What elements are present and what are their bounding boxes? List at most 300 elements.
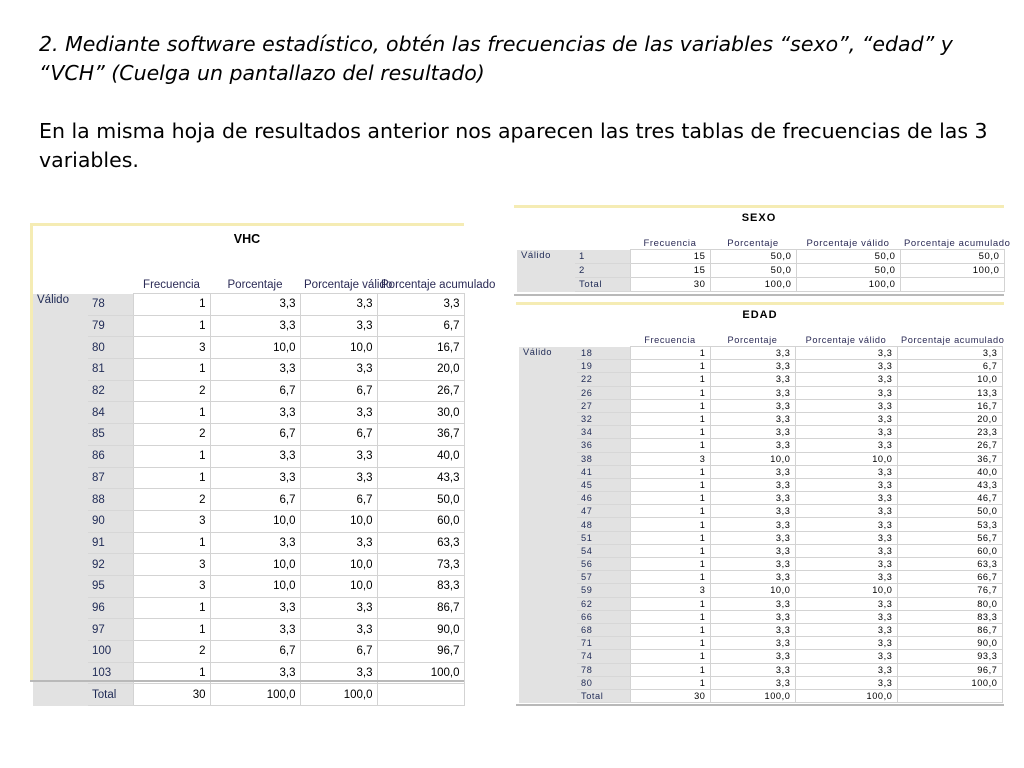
percent-cell: 6,7	[210, 641, 300, 663]
frequency-cell: 1	[630, 478, 710, 491]
cumulative-percent-cell: 93,3	[897, 650, 1002, 663]
cumulative-percent-cell: 40,0	[377, 445, 464, 467]
percent-cell: 10,0	[710, 584, 795, 597]
category-value: 26	[577, 386, 630, 399]
frequency-cell: 1	[630, 676, 710, 689]
percent-cell: 10,0	[710, 452, 795, 465]
valid-percent-cell: 10,0	[300, 554, 377, 576]
percent-cell: 3,3	[710, 518, 795, 531]
percent-cell: 100,0	[210, 684, 300, 706]
table-row	[33, 380, 464, 402]
cumulative-percent-cell: 100,0	[900, 264, 1004, 278]
percent-cell: 3,3	[710, 597, 795, 610]
valid-percent-cell: 3,3	[300, 359, 377, 381]
sexo-body	[517, 229, 1011, 292]
cumulative-percent-cell: 40,0	[897, 465, 1002, 478]
percent-cell: 3,3	[710, 650, 795, 663]
percent-cell: 3,3	[710, 610, 795, 623]
table-row	[519, 465, 1002, 478]
category-value: 22	[577, 373, 630, 386]
cumulative-percent-cell: 53,3	[897, 518, 1002, 531]
frequency-cell: 1	[630, 637, 710, 650]
valid-percent-cell: 3,3	[795, 426, 897, 439]
table-row	[519, 439, 1002, 452]
table-row	[519, 452, 1002, 465]
category-value: 71	[577, 637, 630, 650]
table-row	[33, 510, 464, 532]
category-value: 41	[577, 465, 630, 478]
category-value: 80	[88, 337, 133, 359]
percent-cell: 100,0	[710, 278, 796, 292]
valid-percent-cell: 6,7	[300, 380, 377, 402]
valid-percent-cell: 3,3	[795, 571, 897, 584]
category-value: 87	[88, 467, 133, 489]
category-value: 68	[577, 623, 630, 636]
cumulative-percent-cell: 73,3	[377, 554, 464, 576]
category-value: 82	[88, 380, 133, 402]
valid-percent-cell: 10,0	[795, 584, 897, 597]
table-row	[519, 558, 1002, 571]
valid-percent-cell: 100,0	[300, 684, 377, 706]
valid-percent-cell: 3,3	[795, 478, 897, 491]
table-row	[33, 424, 464, 446]
percent-cell: 3,3	[210, 619, 300, 641]
percent-cell: 3,3	[710, 426, 795, 439]
percent-cell: 3,3	[710, 544, 795, 557]
table-row	[519, 412, 1002, 425]
category-value: 1	[575, 250, 630, 264]
column-header-pct: Porcentaje	[727, 238, 779, 250]
cumulative-percent-cell: 80,0	[897, 597, 1002, 610]
table-row	[519, 373, 1002, 386]
category-value: 78	[88, 294, 133, 316]
category-value: 74	[577, 650, 630, 663]
column-header-freq: Frecuencia	[643, 238, 697, 250]
percent-cell: 10,0	[210, 575, 300, 597]
cumulative-percent-cell: 90,0	[377, 619, 464, 641]
cumulative-percent-cell: 26,7	[377, 380, 464, 402]
frequency-cell: 3	[133, 575, 210, 597]
category-value: 27	[577, 399, 630, 412]
frequency-cell: 15	[630, 250, 710, 264]
percent-cell: 6,7	[210, 380, 300, 402]
category-value: 51	[577, 531, 630, 544]
table-row	[33, 337, 464, 359]
sexo-frequency-table	[514, 205, 1011, 296]
cumulative-percent-cell: 46,7	[897, 492, 1002, 505]
slide-text	[39, 30, 999, 175]
cumulative-percent-cell: 90,0	[897, 637, 1002, 650]
column-header-valid: Porcentaje válido	[806, 238, 890, 250]
table-row	[519, 663, 1002, 676]
valid-percent-cell: 3,3	[300, 662, 377, 684]
frequency-cell: 3	[133, 554, 210, 576]
table-edge	[516, 302, 1004, 305]
category-value: 47	[577, 505, 630, 518]
table-row	[33, 641, 464, 663]
frequency-cell: 2	[133, 641, 210, 663]
valid-label: Válido	[517, 250, 575, 292]
frequency-cell: 1	[630, 650, 710, 663]
table-row	[519, 426, 1002, 439]
table-row	[33, 489, 464, 511]
valid-label: Válido	[33, 294, 88, 706]
header-blank	[575, 229, 630, 250]
percent-cell: 3,3	[710, 663, 795, 676]
table-row	[519, 610, 1002, 623]
category-value: 34	[577, 426, 630, 439]
frequency-cell: 1	[133, 315, 210, 337]
percent-cell: 3,3	[210, 359, 300, 381]
frequency-cell: 1	[630, 360, 710, 373]
cumulative-percent-cell: 30,0	[377, 402, 464, 424]
frequency-cell: 1	[133, 467, 210, 489]
cumulative-percent-cell: 26,7	[897, 439, 1002, 452]
table-edge	[514, 294, 1004, 296]
percent-cell: 10,0	[210, 554, 300, 576]
frequency-cell: 1	[630, 465, 710, 478]
percent-cell: 3,3	[710, 373, 795, 386]
table-row	[519, 571, 1002, 584]
category-value: 56	[577, 558, 630, 571]
table-row	[519, 505, 1002, 518]
table-row	[33, 402, 464, 424]
percent-cell: 3,3	[710, 412, 795, 425]
category-value: 100	[88, 641, 133, 663]
cumulative-percent-cell	[897, 689, 1002, 702]
paragraph-gap	[39, 88, 999, 117]
valid-percent-cell: 3,3	[300, 402, 377, 424]
valid-percent-cell: 50,0	[796, 264, 900, 278]
frequency-cell: 1	[630, 558, 710, 571]
vhc-frequency-table	[30, 223, 496, 701]
frequency-cell: 1	[630, 571, 710, 584]
cumulative-percent-cell: 50,0	[900, 250, 1004, 264]
column-header-freq: Frecuencia	[644, 335, 696, 346]
cumulative-percent-cell: 10,0	[897, 373, 1002, 386]
column-header-pct: Porcentaje	[727, 335, 778, 346]
header-blank	[88, 255, 133, 294]
valid-percent-cell: 3,3	[300, 619, 377, 641]
frequency-cell: 1	[133, 445, 210, 467]
table-row	[33, 619, 464, 641]
frequency-cell: 1	[133, 619, 210, 641]
valid-percent-cell: 3,3	[795, 610, 897, 623]
cumulative-percent-cell: 60,0	[377, 510, 464, 532]
cumulative-percent-cell: 96,7	[897, 663, 1002, 676]
table-edge	[30, 223, 464, 226]
table-row	[519, 360, 1002, 373]
table-row	[517, 250, 1004, 264]
table-row	[33, 597, 464, 619]
category-value: 46	[577, 492, 630, 505]
frequency-cell: 1	[630, 412, 710, 425]
cumulative-percent-cell: 86,7	[377, 597, 464, 619]
percent-cell: 10,0	[210, 510, 300, 532]
question-text: 2. Mediante software estadístico, obtén las frecuencias de las variables “sexo”, “edad” y “VCH” (Cuelga un pantallazo del resultado)	[39, 32, 953, 85]
percent-cell: 3,3	[210, 467, 300, 489]
valid-percent-cell: 6,7	[300, 489, 377, 511]
frequency-cell: 1	[630, 505, 710, 518]
vhc-body	[33, 255, 496, 706]
table-row	[519, 637, 1002, 650]
table-row	[519, 544, 1002, 557]
total-label: Total	[575, 278, 630, 292]
cumulative-percent-cell: 63,3	[897, 558, 1002, 571]
frequency-cell: 1	[630, 426, 710, 439]
frequency-cell: 1	[133, 402, 210, 424]
cumulative-percent-cell	[377, 684, 464, 706]
cumulative-percent-cell: 36,7	[897, 452, 1002, 465]
table-row	[33, 359, 464, 381]
cumulative-percent-cell: 36,7	[377, 424, 464, 446]
cumulative-percent-cell: 83,3	[897, 610, 1002, 623]
table-row	[519, 399, 1002, 412]
valid-percent-cell: 3,3	[795, 676, 897, 689]
percent-cell: 3,3	[710, 637, 795, 650]
frequency-cell: 1	[133, 597, 210, 619]
frequency-cell: 3	[133, 510, 210, 532]
percent-cell: 3,3	[210, 532, 300, 554]
column-header-cum: Porcentaje acumulado	[381, 278, 496, 291]
column-header-cum: Porcentaje acumulado	[901, 335, 1005, 346]
percent-cell: 3,3	[710, 399, 795, 412]
frequency-cell: 1	[630, 347, 710, 360]
cumulative-percent-cell: 43,3	[897, 478, 1002, 491]
column-header-valid: Porcentaje válido	[304, 278, 393, 291]
valid-percent-cell: 6,7	[300, 641, 377, 663]
category-value: 32	[577, 412, 630, 425]
percent-cell: 3,3	[210, 402, 300, 424]
frequency-cell: 3	[133, 337, 210, 359]
table-row	[33, 532, 464, 554]
cumulative-percent-cell: 23,3	[897, 426, 1002, 439]
percent-cell: 100,0	[710, 689, 795, 702]
percent-cell: 3,3	[210, 294, 300, 316]
percent-cell: 3,3	[710, 386, 795, 399]
percent-cell: 3,3	[710, 465, 795, 478]
percent-cell: 3,3	[210, 662, 300, 684]
category-value: 45	[577, 478, 630, 491]
cumulative-percent-cell: 66,7	[897, 571, 1002, 584]
frequency-cell: 2	[133, 380, 210, 402]
frequency-cell: 3	[630, 452, 710, 465]
table-row	[519, 492, 1002, 505]
table-row	[519, 531, 1002, 544]
vhc-table	[33, 255, 496, 706]
valid-percent-cell: 10,0	[300, 337, 377, 359]
column-header-pct: Porcentaje	[227, 278, 283, 291]
frequency-cell: 2	[133, 489, 210, 511]
valid-label: Válido	[519, 347, 577, 703]
category-value: 81	[88, 359, 133, 381]
cumulative-percent-cell: 3,3	[897, 347, 1002, 360]
category-value: 95	[88, 575, 133, 597]
valid-percent-cell: 3,3	[795, 412, 897, 425]
category-value: 84	[88, 402, 133, 424]
header-row	[33, 255, 464, 294]
table-row	[519, 584, 1002, 597]
table-edge	[30, 680, 464, 682]
cumulative-percent-cell: 56,7	[897, 531, 1002, 544]
table-edge	[514, 205, 1004, 208]
column-header-cum: Porcentaje acumulado	[904, 238, 1011, 250]
frequency-cell: 1	[630, 544, 710, 557]
valid-percent-cell: 3,3	[300, 294, 377, 316]
table-row	[519, 518, 1002, 531]
category-value: 80	[577, 676, 630, 689]
table-row	[519, 386, 1002, 399]
valid-percent-cell: 3,3	[795, 373, 897, 386]
cumulative-percent-cell: 16,7	[897, 399, 1002, 412]
percent-cell: 3,3	[710, 347, 795, 360]
category-value: 85	[88, 424, 133, 446]
valid-percent-cell: 3,3	[795, 439, 897, 452]
valid-percent-cell: 10,0	[795, 452, 897, 465]
category-value: 57	[577, 571, 630, 584]
valid-percent-cell: 3,3	[795, 623, 897, 636]
percent-cell: 50,0	[710, 264, 796, 278]
cumulative-percent-cell: 96,7	[377, 641, 464, 663]
cumulative-percent-cell: 50,0	[377, 489, 464, 511]
header-row	[519, 324, 1002, 347]
edad-title: EDAD	[742, 309, 778, 321]
percent-cell: 3,3	[710, 676, 795, 689]
frequency-cell: 1	[630, 399, 710, 412]
table-row	[33, 445, 464, 467]
valid-percent-cell: 3,3	[300, 532, 377, 554]
valid-percent-cell: 10,0	[300, 575, 377, 597]
table-row	[517, 264, 1004, 278]
valid-percent-cell: 3,3	[300, 445, 377, 467]
frequency-cell: 30	[630, 689, 710, 702]
cumulative-percent-cell: 63,3	[377, 532, 464, 554]
cumulative-percent-cell: 3,3	[377, 294, 464, 316]
category-value: 66	[577, 610, 630, 623]
frequency-cell: 1	[630, 663, 710, 676]
vhc-title: VHC	[233, 232, 261, 246]
valid-percent-cell: 3,3	[300, 315, 377, 337]
category-value: 36	[577, 439, 630, 452]
percent-cell: 3,3	[710, 439, 795, 452]
category-value: 54	[577, 544, 630, 557]
category-value: 2	[575, 264, 630, 278]
valid-percent-cell: 3,3	[795, 505, 897, 518]
percent-cell: 6,7	[210, 424, 300, 446]
table-row	[33, 294, 464, 316]
cumulative-percent-cell: 86,7	[897, 623, 1002, 636]
column-header-valid: Porcentaje válido	[805, 335, 887, 346]
valid-percent-cell: 3,3	[795, 386, 897, 399]
percent-cell: 3,3	[710, 571, 795, 584]
valid-percent-cell: 3,3	[795, 637, 897, 650]
percent-cell: 3,3	[710, 531, 795, 544]
valid-percent-cell: 3,3	[795, 544, 897, 557]
frequency-cell: 1	[133, 294, 210, 316]
cumulative-percent-cell: 13,3	[897, 386, 1002, 399]
table-row	[33, 467, 464, 489]
category-value: 91	[88, 532, 133, 554]
frequency-cell: 1	[630, 597, 710, 610]
percent-cell: 3,3	[710, 505, 795, 518]
header-blank	[577, 324, 630, 347]
edad-table	[519, 324, 1003, 703]
valid-percent-cell: 3,3	[795, 663, 897, 676]
percent-cell: 3,3	[710, 558, 795, 571]
valid-percent-cell: 10,0	[300, 510, 377, 532]
frequency-cell: 1	[133, 359, 210, 381]
table-row	[519, 347, 1002, 360]
percent-cell: 3,3	[210, 315, 300, 337]
header-row	[517, 229, 1004, 250]
category-value: 48	[577, 518, 630, 531]
percent-cell: 3,3	[210, 597, 300, 619]
percent-cell: 3,3	[710, 492, 795, 505]
valid-percent-cell: 3,3	[795, 347, 897, 360]
cumulative-percent-cell: 100,0	[897, 676, 1002, 689]
valid-percent-cell: 3,3	[300, 597, 377, 619]
cumulative-percent-cell: 83,3	[377, 575, 464, 597]
percent-cell: 3,3	[710, 623, 795, 636]
cumulative-percent-cell: 6,7	[897, 360, 1002, 373]
category-value: 19	[577, 360, 630, 373]
cumulative-percent-cell: 16,7	[377, 337, 464, 359]
cumulative-percent-cell: 60,0	[897, 544, 1002, 557]
header-blank	[33, 255, 88, 294]
frequency-cell: 1	[630, 518, 710, 531]
category-value: 90	[88, 510, 133, 532]
cumulative-percent-cell: 43,3	[377, 467, 464, 489]
table-row	[33, 315, 464, 337]
valid-percent-cell: 3,3	[795, 650, 897, 663]
valid-percent-cell: 6,7	[300, 424, 377, 446]
frequency-cell: 1	[630, 373, 710, 386]
percent-cell: 3,3	[710, 478, 795, 491]
category-value: 38	[577, 452, 630, 465]
table-row	[519, 623, 1002, 636]
edad-body	[519, 324, 1005, 703]
edad-frequency-table	[516, 302, 1004, 706]
table-row	[33, 575, 464, 597]
percent-cell: 10,0	[210, 337, 300, 359]
frequency-cell: 30	[133, 684, 210, 706]
valid-percent-cell: 100,0	[795, 689, 897, 702]
frequency-cell: 1	[133, 532, 210, 554]
valid-percent-cell: 50,0	[796, 250, 900, 264]
category-value: 18	[577, 347, 630, 360]
total-row	[33, 684, 464, 706]
table-row	[519, 597, 1002, 610]
valid-percent-cell: 3,3	[795, 531, 897, 544]
category-value: 97	[88, 619, 133, 641]
frequency-cell: 15	[630, 264, 710, 278]
sexo-title: SEXO	[741, 212, 777, 224]
frequency-cell: 1	[630, 610, 710, 623]
header-blank	[519, 324, 577, 347]
total-row	[517, 278, 1004, 292]
valid-percent-cell: 3,3	[300, 467, 377, 489]
frequency-cell: 3	[630, 584, 710, 597]
answer-text: En la misma hoja de resultados anterior nos aparecen las tres tablas de frecuencias de las 3 variables.	[39, 119, 988, 172]
total-row	[519, 689, 1002, 702]
valid-percent-cell: 3,3	[795, 597, 897, 610]
cumulative-percent-cell: 20,0	[377, 359, 464, 381]
category-value: 78	[577, 663, 630, 676]
cumulative-percent-cell: 6,7	[377, 315, 464, 337]
table-row	[519, 478, 1002, 491]
frequency-cell: 1	[630, 492, 710, 505]
frequency-cell: 1	[630, 623, 710, 636]
